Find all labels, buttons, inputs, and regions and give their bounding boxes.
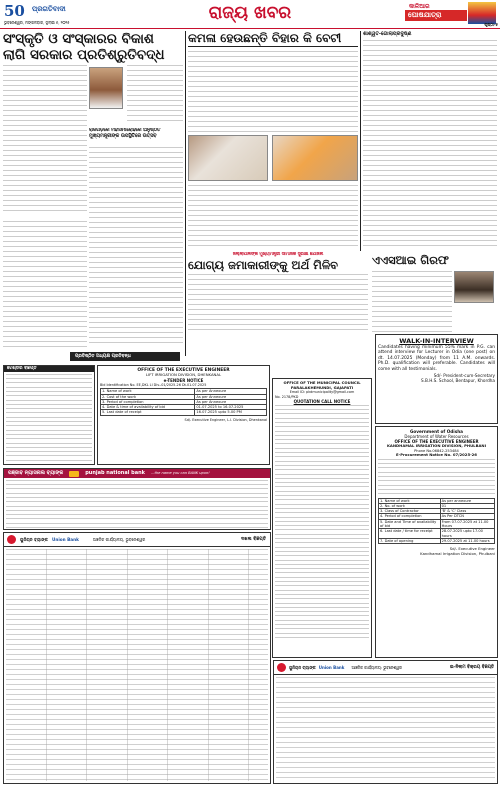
story-yojana [188, 252, 368, 332]
tender-center-notice: e-TENDER NOTICE [163, 377, 204, 383]
pnb-header [4, 469, 270, 478]
sai-headline: ଏଏସଆଇ ଗିରଫ [372, 253, 449, 267]
pnb-logo-icon [69, 471, 79, 477]
table-cell-key: 2. Cost of the work [101, 394, 195, 399]
center-photo-2 [272, 135, 358, 181]
col-divider-1 [185, 31, 186, 356]
union-left-header [4, 533, 270, 547]
subhead-left-line1: ରାଜଗଡ଼ରେ ମହାସମାରୋହରେ ଅନୁଷ୍ଠିତ [89, 128, 161, 133]
table-cell-value: 01 [440, 503, 494, 508]
yojana-kicker: ଜିଲ୍ଲାପାଳଙ୍କ ମୁଖ୍ୟମନ୍ତ୍ରୀ ସାମାଜିକ ସୁରକ୍ଷା ଯୋଜନା [232, 252, 324, 257]
dateline: ଭୁବନେଶ୍ୱର, ମଙ୍ଗଳବାର, ଜୁଲାଇ ୫, ୨୦୨୫ [4, 20, 70, 25]
festival-line2: ଘୋଷଯାତ୍ରା [405, 10, 467, 21]
table-cell-key: 5. Date and Time of availability of bid [379, 519, 441, 529]
anniversary-number: 50 [4, 3, 25, 19]
subhead-left-line2: ମୁଖ୍ୟମନ୍ତ୍ରୀଙ୍କ ଉପସ୍ଥିତିରେ ଉତ୍ସବ [89, 134, 157, 139]
subhead-left [89, 128, 183, 142]
story-center [188, 31, 358, 251]
table-cell-value: As per Annexure [195, 394, 267, 399]
anniversary-logo [4, 3, 32, 19]
odisha-sign-1: Sd/- Executive Engineer [449, 546, 495, 552]
odisha-table [378, 498, 495, 545]
union-right-notice: ଇ-ନିଲାମ ବିକ୍ରୟ ବିଜ୍ଞପ୍ତି [449, 665, 494, 670]
union-left-body [6, 549, 268, 781]
table-cell-key: 7. Date of opening [379, 538, 441, 543]
col-divider-2 [360, 31, 361, 251]
table-cell-key: 1. Name of work [101, 389, 195, 394]
table-cell-value: As per annexure [440, 498, 494, 503]
headline-left-line1: ସଂସ୍କୃତି ଓ ସଂସ୍କାରର ବିକାଶ [3, 31, 154, 47]
tender-center-subtitle: LIFT IRRIGATION DIVISION, DHENKANAL [145, 372, 222, 378]
union-left [3, 532, 271, 784]
pnb-tagline: ...the name you can BANK upon! [151, 471, 210, 475]
pnb-block [3, 468, 271, 530]
table-cell-key: 3. Period of completion [101, 399, 195, 404]
strip-notice-text: ପ୍ରତିଷ୍ଠିତ ଅଧ୍ୟକ୍ଷ ପ୍ରତିବନ୍ଧ [75, 354, 131, 359]
odisha-tender: E-Procurement Notice No. 07/2025-26 [396, 452, 477, 457]
odisha-office: OFFICE OF THE EXECUTIVE ENGINEER [394, 439, 479, 444]
body-text-left [3, 65, 87, 215]
walkin-title: WALK-IN-INTERVIEW [399, 337, 474, 345]
union-right-header [274, 661, 497, 675]
table-row [379, 519, 495, 529]
odisha-body [378, 459, 495, 497]
odisha-notice [375, 426, 498, 658]
odisha-gov: Government of Odisha [409, 429, 464, 434]
story-left [3, 31, 183, 356]
union-left-brand: ୟୁନିୟନ ବ୍ୟାଙ୍କ [20, 537, 48, 542]
tender-center-bid-ref: Bid Identification No. EE,DKL LI Div.-01/2025-26 Dt.01.07.2025 [100, 382, 207, 387]
municipal-email: Email ID: pkdmunicipality@gmail.com [289, 390, 355, 395]
table-cell-value: 16.07.2025 upto 5.00 PM [195, 410, 267, 415]
table-cell-value: As per Annexure [195, 399, 267, 404]
story-right-top [363, 31, 497, 251]
table-row [379, 538, 495, 543]
body-text-left-col3 [89, 147, 183, 347]
festival-banner [405, 3, 467, 25]
yojana-headline: ଯୋଗ୍ୟ ଜମାକାରୀଙ୍କୁ ଅର୍ଥ ମିଳିବ [188, 258, 338, 272]
walkin-body: Candidates having minimum 55% mark in P.G. can attend interview for Lecturer in Odia (one post) on dt. 14.07.2025 (Monday) from 11 A.M. onwards. Ph.D. qualification will preferable. Candidates will come with all testimonials. [378, 345, 495, 372]
tender-center [97, 365, 270, 465]
union-left-brand-en: Union Bank [51, 537, 79, 542]
union-right [273, 660, 498, 784]
municipal-office-line2: PARALAKHEMUNDI, GAJAPATI [290, 384, 354, 390]
body-text-left-col2 [127, 65, 183, 125]
walkin-sign-2: S.B.H.S. School, Bentapur, Khordha [421, 378, 495, 384]
strip-notice [70, 352, 180, 361]
municipal-notice-no: No. 2178/PKD [275, 394, 299, 399]
yojana-body [188, 274, 368, 332]
municipal-body [275, 405, 369, 640]
walkin-notice [375, 334, 498, 424]
masthead [0, 0, 500, 28]
table-cell-key: 3. Class of Contractor [379, 509, 441, 514]
union-left-head: ଅଞ୍ଚଳିକ କାର୍ଯ୍ୟାଳୟ, ଭୁବନେଶ୍ୱର [92, 537, 146, 542]
body-text-right-top [363, 40, 497, 248]
festival-line1: କାଳିଆର [409, 3, 430, 10]
table-cell-key: 1. Name of work [379, 498, 441, 503]
table-cell-key: 6. Last date / time for receipt [379, 529, 441, 539]
table-cell-value: 01.07.2025 to 16.07.2025 [195, 405, 267, 410]
center-photo-1 [188, 135, 268, 181]
union-right-brand-en: Union Bank [318, 665, 345, 670]
section-title: ରାଜ୍ୟ ଖବର [208, 3, 292, 23]
tender-left [3, 365, 95, 465]
table-row [379, 529, 495, 539]
cm-photo [89, 67, 123, 109]
municipal-office-line1: OFFICE OF THE MUNICIPAL COUNCIL [283, 380, 361, 385]
headline-left-line2: ଲାଗି ସରକାର ପ୍ରତିଶ୍ରୁତିବଦ୍ଧ [3, 47, 165, 63]
table-cell-key: 4. Date & time of availability of bid [101, 405, 195, 410]
odisha-sign-2: Kandhamal Irrigation Division, Phulbani [420, 550, 495, 556]
table-cell-key: 4. Period of completion [379, 514, 441, 519]
story-sai [372, 253, 497, 333]
paper-name: ପ୍ରଗତିବାଦୀ [32, 5, 66, 13]
municipal-notice-title: QUOTATION CALL NOTICE [293, 399, 351, 404]
sai-body [372, 271, 452, 333]
pnb-brand-en: punjab national bank [85, 470, 146, 476]
pnb-brand: ପଞ୍ଜାବ ନ୍ୟାସନାଲ ବ୍ୟାଙ୍କ [8, 470, 64, 476]
odisha-ref: Phone No.06842-253484 [414, 448, 459, 453]
table-cell-value: As Per DTCN [440, 514, 494, 519]
union-left-logo-icon [7, 535, 16, 544]
union-right-brand: ୟୁନିୟନ ବ୍ୟାଙ୍କ [289, 665, 316, 670]
tender-left-label: ଟେଣ୍ଡର ବିଜ୍ଞପ୍ତି [4, 366, 94, 372]
table-cell-value: 29.07.2025 at 11.00 hours [440, 538, 494, 543]
table-cell-value: From 07.07.2025 at 11.00 Hours [440, 519, 494, 529]
table-cell-value: 'B' & 'C' Class [440, 509, 494, 514]
sai-photo [454, 271, 494, 303]
festival-image [468, 2, 496, 24]
union-right-body [276, 677, 495, 781]
body-text-center [188, 51, 358, 133]
headline-center: କମଳା ହେଉଛନ୍ତି ବିହାର କି ବେଟୀ [188, 31, 358, 47]
union-right-head: ଆଞ୍ଚଳିକ କାର୍ଯ୍ୟାଳୟ: ଭୁବନେଶ୍ୱର [351, 665, 402, 670]
table-cell-key: 5. Last date of receipt [101, 410, 195, 415]
table-cell-value: 28.07.2025 upto 17.00 hours [440, 529, 494, 539]
pnb-body [6, 480, 268, 528]
body-text-center-2 [188, 185, 358, 249]
union-left-notice: ଦଖଲ ବିଜ୍ଞପ୍ତି [241, 537, 266, 542]
union-right-logo-icon [277, 663, 286, 672]
tender-center-sign: Sd/- Executive Engineer, L.I. Division, Dhenkanal [184, 417, 267, 422]
page-label: ପୃଷ୍ଠା-୫ [484, 22, 498, 27]
odisha-dept: Department of Water Resources [404, 434, 469, 439]
tender-center-title: OFFICE OF THE EXECUTIVE ENGINEER [137, 368, 230, 373]
tender-center-table [100, 388, 267, 415]
table-cell-value: As per Annexure [195, 389, 267, 394]
municipal-notice [272, 378, 372, 658]
masthead-rule [0, 28, 500, 29]
table-row [101, 410, 267, 415]
walkin-sign-1: Sd/- President-cum-Secretary [433, 373, 495, 379]
odisha-division: KANDHAMAL IRRIGATION DIVISION, PHULBANI [386, 443, 487, 448]
right-top-kicker: ଶାଶ୍ୱତ-ଗୋଲାପ୍ରଦୁଷ୍ଣ [363, 31, 412, 37]
body-text-left-col4 [3, 221, 87, 347]
table-cell-key: 2. No. of work [379, 503, 441, 508]
